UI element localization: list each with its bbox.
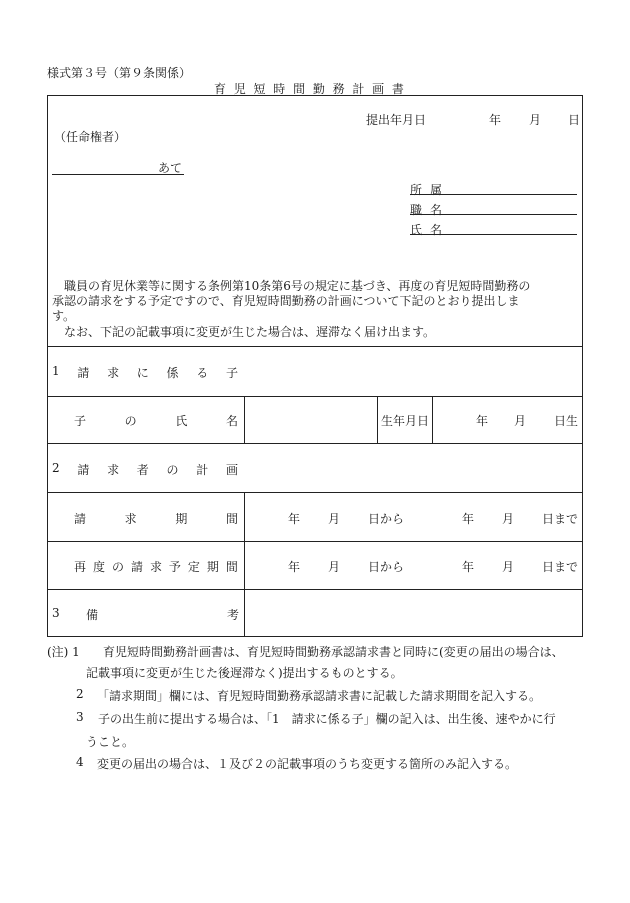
submission-year[interactable]: 年 (489, 113, 502, 127)
section-3-heading: 3 備 (52, 606, 98, 622)
applicant-name-label: 氏 名 (410, 223, 442, 237)
birthdate-label: 生年月日 (381, 414, 430, 428)
section-3-heading-end: 考 (227, 608, 240, 622)
replan-from-day[interactable]: 日から (368, 560, 405, 574)
submission-day[interactable]: 日 (568, 113, 581, 127)
birth-year[interactable]: 年 (476, 414, 489, 428)
birth-month[interactable]: 月 (514, 414, 527, 428)
table-rule-4 (47, 492, 583, 493)
note-1-line-2: 記載事項に変更が生じた後遅滞なく)提出するものとする。 (86, 666, 403, 680)
body-line-3: す。 (52, 309, 76, 323)
position-label: 職 名 (410, 203, 442, 217)
affiliation-label: 所 属 (410, 183, 442, 197)
note-4-text: 変更の届出の場合は、１及び２の記載事項のうち変更する箇所のみ記入する。 (97, 757, 518, 771)
body-line-2: 承認の請求をする予定ですので、育児短時間勤務の計画について下記のとおり提出しま (52, 294, 520, 308)
period-to-month[interactable]: 月 (502, 512, 515, 526)
replan-from-year[interactable]: 年 (288, 560, 301, 574)
table-rule-1 (47, 346, 583, 347)
note-1-prefix: (注) 1 (47, 645, 80, 659)
remarks-field[interactable] (246, 591, 581, 635)
birth-day[interactable]: 日生 (554, 414, 579, 428)
body-line-4: なお、下記の記載事項に変更が生じた場合は、遅滞なく届け出ます。 (64, 325, 436, 339)
label-column-divider-2 (244, 492, 245, 637)
period-to-year[interactable]: 年 (462, 512, 475, 526)
note-3-number: 3 (76, 710, 84, 724)
birthdate-divider-right (432, 396, 433, 443)
period-from-month[interactable]: 月 (328, 512, 341, 526)
form-number: 様式第３号（第９条関係） (47, 66, 192, 80)
note-4-number: 4 (76, 755, 84, 769)
request-period-label: 請 求 期 間 (74, 512, 238, 526)
replan-from-month[interactable]: 月 (328, 560, 341, 574)
section-1-heading: 1 請 求 に 係 る 子 (52, 364, 238, 380)
period-from-year[interactable]: 年 (288, 512, 301, 526)
appointer-label: （任命権者） (54, 130, 127, 144)
replan-to-month[interactable]: 月 (502, 560, 515, 574)
note-2-text: 「請求期間」欄には、育児短時間勤務承認請求書に記載した請求期間を記入する。 (97, 689, 542, 703)
child-name-field[interactable] (246, 398, 375, 441)
note-3-line-1: 子の出生前に提出する場合は、「1 請求に係る子」欄の記入は、出生後、速やかに行 (98, 712, 556, 726)
table-rule-5 (47, 541, 583, 542)
replan-to-year[interactable]: 年 (462, 560, 475, 574)
note-2-number: 2 (76, 687, 84, 701)
addressee-suffix: あて (158, 161, 183, 175)
note-1-line-1: 育児短時間勤務計画書は、育児短時間勤務承認請求書と同時に(変更の届出の場合は、 (103, 645, 564, 659)
body-line-1: 職員の育児休業等に関する条例第10条第6号の規定に基づき、再度の育児短時間勤務の (64, 279, 531, 293)
table-rule-2 (47, 396, 583, 397)
replan-to-day[interactable]: 日まで (542, 560, 579, 574)
birthdate-divider-left (377, 396, 378, 443)
section-2-heading: 2 請 求 者 の 計 画 (52, 461, 238, 477)
affiliation-field[interactable] (410, 194, 577, 195)
replan-period-label: 再 度 の 請 求 予 定 期 間 (74, 560, 238, 574)
submission-date-label: 提出年月日 (366, 113, 427, 127)
table-rule-3 (47, 443, 583, 444)
document-title: 育 児 短 時 間 勤 務 計 画 書 (214, 82, 404, 96)
period-to-day[interactable]: 日まで (542, 512, 579, 526)
child-name-label: 子 の 氏 名 (74, 414, 238, 428)
table-rule-6 (47, 589, 583, 590)
period-from-day[interactable]: 日から (368, 512, 405, 526)
submission-month[interactable]: 月 (529, 113, 542, 127)
label-column-divider-1 (244, 396, 245, 443)
applicant-name-field[interactable] (410, 234, 577, 235)
position-field[interactable] (410, 214, 577, 215)
note-3-line-2: うこと。 (86, 735, 135, 749)
